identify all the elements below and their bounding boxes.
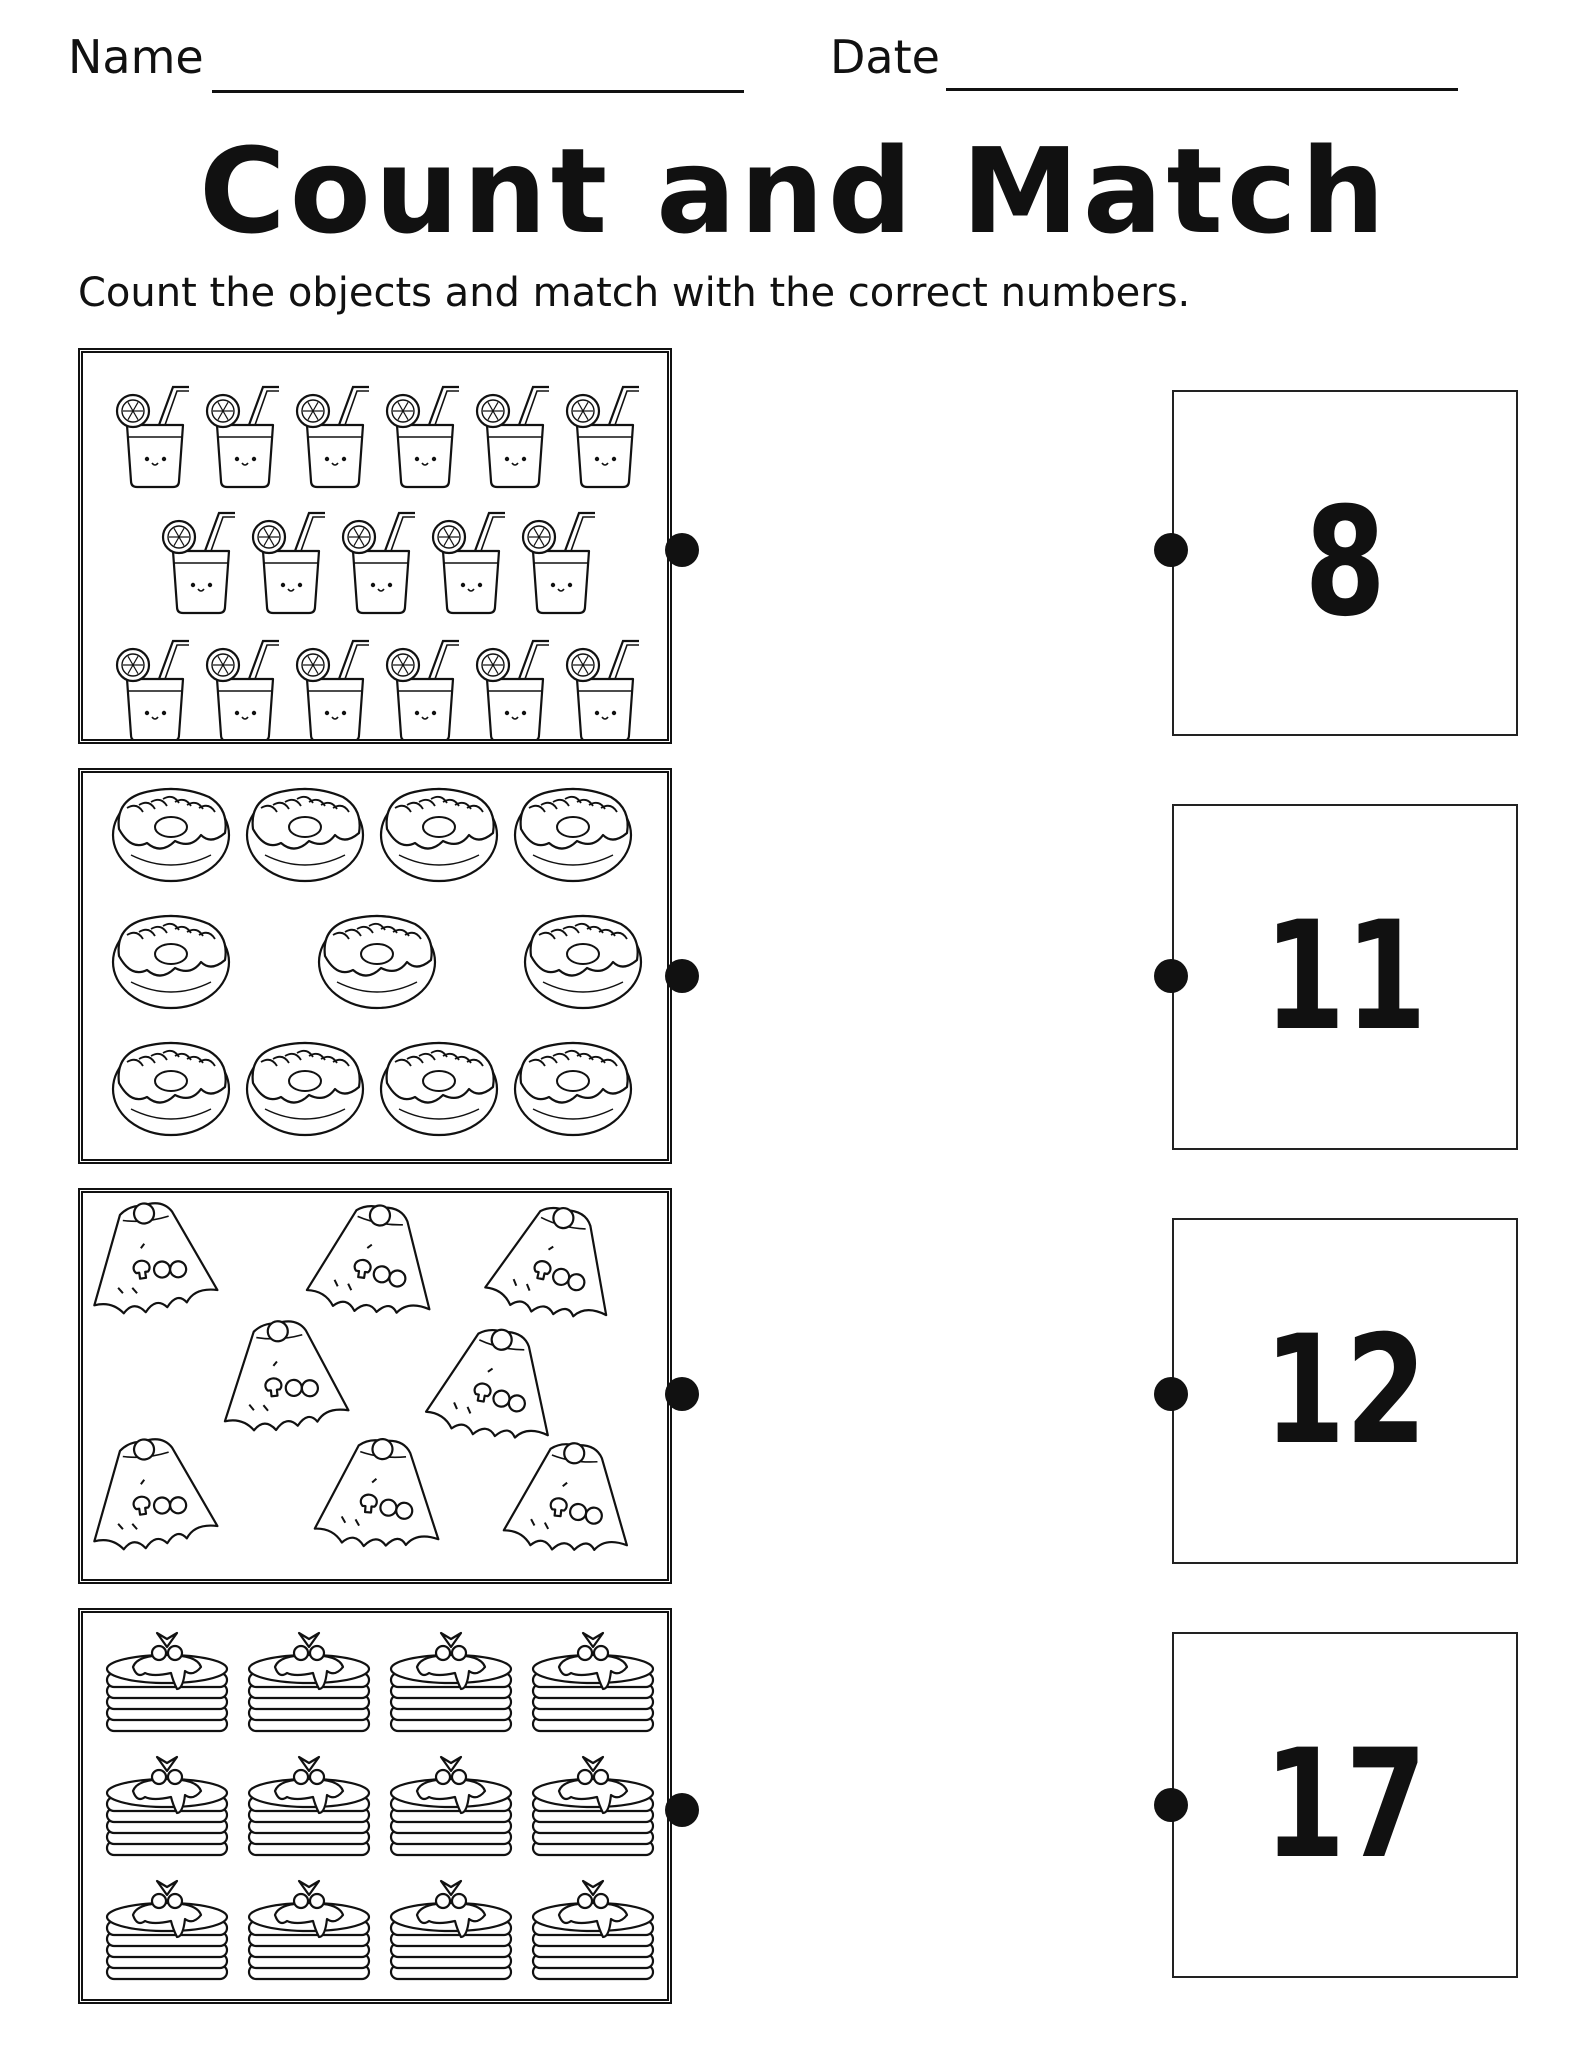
juice-glass-icon xyxy=(163,513,235,613)
name-label: Name xyxy=(68,30,204,84)
donut-icon xyxy=(319,916,435,1008)
date-label: Date xyxy=(830,30,940,84)
juice-glass-icon xyxy=(207,641,279,739)
pizza-group-box xyxy=(78,1188,672,1584)
pancake-stack-icon xyxy=(391,1757,511,1855)
juice-glass-icon xyxy=(117,387,189,487)
donut-icon xyxy=(113,916,229,1008)
number-1-connector-dot[interactable] xyxy=(1154,533,1188,567)
juice-glass-icon xyxy=(523,513,595,613)
pancake-stack-icon xyxy=(391,1633,511,1731)
pancake-stack-icon xyxy=(391,1881,511,1979)
page-title: Count and Match xyxy=(199,122,1389,260)
juice-glass-icon xyxy=(567,387,639,487)
donut-icon xyxy=(515,1043,631,1135)
juice-glass-icon xyxy=(387,387,459,487)
pancake-stack-icon xyxy=(533,1757,653,1855)
donut-connector-dot[interactable] xyxy=(665,959,699,993)
pancake-stack-icon xyxy=(533,1633,653,1731)
juice-glass-icon xyxy=(343,513,415,613)
donut-icon xyxy=(381,1043,497,1135)
juice-group-box xyxy=(78,348,672,744)
pizza-slice-icon xyxy=(424,1319,565,1447)
juice-glass-icon xyxy=(387,641,459,739)
juice-glass-icon xyxy=(297,387,369,487)
donut-icon xyxy=(381,789,497,881)
pancake-stack-icon xyxy=(533,1881,653,1979)
pancake-connector-dot[interactable] xyxy=(665,1793,699,1827)
pancake-group xyxy=(83,1613,667,1999)
number-box-2 xyxy=(1172,804,1518,1150)
juice-glass-icon xyxy=(477,641,549,739)
juice-connector-dot[interactable] xyxy=(665,533,699,567)
donut-group xyxy=(83,773,667,1159)
juice-glass-icon xyxy=(567,641,639,739)
name-field[interactable] xyxy=(212,90,744,93)
juice-group xyxy=(83,353,667,739)
juice-glass-icon xyxy=(207,387,279,487)
pizza-slice-icon xyxy=(314,1435,445,1551)
juice-glass-icon xyxy=(477,387,549,487)
instructions: Count the objects and match with the correct numbers. xyxy=(78,270,1191,316)
number-4-connector-dot[interactable] xyxy=(1154,1788,1188,1822)
juice-glass-icon xyxy=(297,641,369,739)
pizza-group xyxy=(83,1193,667,1579)
pancake-stack-icon xyxy=(107,1633,227,1731)
number-label: 12 xyxy=(1263,1304,1427,1478)
number-label: 8 xyxy=(1304,476,1386,650)
number-box-3 xyxy=(1172,1218,1518,1564)
pancake-stack-icon xyxy=(249,1633,369,1731)
number-label: 17 xyxy=(1263,1718,1427,1892)
donut-icon xyxy=(247,789,363,881)
donut-icon xyxy=(525,916,641,1008)
number-label: 11 xyxy=(1263,890,1427,1064)
donut-icon xyxy=(515,789,631,881)
donut-icon xyxy=(113,1043,229,1135)
number-box-4 xyxy=(1172,1632,1518,1978)
pizza-slice-icon xyxy=(482,1195,626,1326)
number-2-connector-dot[interactable] xyxy=(1154,959,1188,993)
date-field[interactable] xyxy=(946,88,1458,91)
pizza-slice-icon xyxy=(83,1195,219,1319)
pizza-slice-icon xyxy=(305,1197,443,1321)
pizza-slice-icon xyxy=(83,1431,219,1555)
pizza-connector-dot[interactable] xyxy=(665,1377,699,1411)
number-box-1 xyxy=(1172,390,1518,736)
pancake-group-box xyxy=(78,1608,672,2004)
pizza-slice-icon xyxy=(215,1315,350,1435)
donut-icon xyxy=(247,1043,363,1135)
donut-group-box xyxy=(78,768,672,1164)
pancake-stack-icon xyxy=(107,1881,227,1979)
juice-glass-icon xyxy=(117,641,189,739)
donut-icon xyxy=(113,789,229,881)
pancake-stack-icon xyxy=(249,1881,369,1979)
pancake-stack-icon xyxy=(107,1757,227,1855)
juice-glass-icon xyxy=(433,513,505,613)
number-3-connector-dot[interactable] xyxy=(1154,1377,1188,1411)
pancake-stack-icon xyxy=(249,1757,369,1855)
juice-glass-icon xyxy=(253,513,325,613)
pizza-slice-icon xyxy=(502,1437,637,1557)
